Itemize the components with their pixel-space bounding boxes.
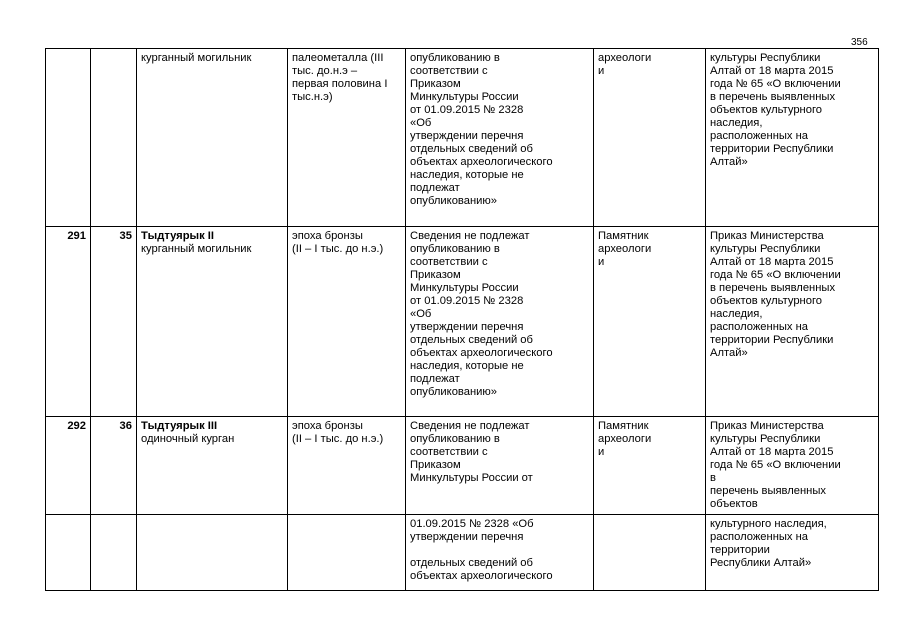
info-line: утверждении перечня [410, 531, 524, 543]
info-line: от 01.09.2015 № 2328 [410, 104, 524, 116]
info-line: Сведения не подлежат [410, 420, 530, 432]
document-line: культуры Республики [710, 433, 821, 445]
row-number-cell [46, 49, 91, 227]
document-cell [706, 227, 879, 417]
dating-line: первая половина I [292, 78, 388, 90]
site-cell [137, 515, 288, 591]
heritage-registry-table [45, 48, 879, 591]
info-line: утверждении перечня [410, 321, 524, 333]
table-row [46, 227, 879, 417]
dating-line: тыс. до.н.э – [292, 65, 358, 77]
site-name: Тыдтуярык III [141, 420, 218, 432]
dating-line: эпоха бронзы [292, 230, 363, 242]
item-number-cell: 35 [91, 227, 137, 417]
document-line: года № 65 «О включении [710, 78, 841, 90]
info-line: отдельных сведений об [410, 143, 533, 155]
document-line: территории Республики [710, 143, 834, 155]
document-cell [706, 49, 879, 227]
document-line: культурного наследия, [710, 518, 827, 530]
document-line: в [710, 472, 716, 484]
info-line: опубликованию в [410, 243, 500, 255]
document-line: культуры Республики [710, 52, 821, 64]
document-line: Приказ Министерства [710, 230, 824, 242]
info-line: «Об [410, 308, 432, 320]
info-line: «Об [410, 117, 432, 129]
info-line: объектах археологического [410, 156, 553, 168]
document-line: Алтай» [710, 156, 748, 168]
document-line: территории Республики [710, 334, 834, 346]
info-line: отдельных сведений об [410, 557, 533, 569]
document-line: культуры Республики [710, 243, 821, 255]
info-line: Приказом [410, 459, 461, 471]
dating-line: (II – I тыс. до н.э.) [292, 243, 384, 255]
info-line: отдельных сведений об [410, 334, 533, 346]
category-cell [594, 49, 706, 227]
info-line: Сведения не подлежат [410, 230, 530, 242]
document-line: Алтай» [710, 347, 748, 359]
info-line: подлежат [410, 373, 460, 385]
info-line: соответствии с [410, 256, 488, 268]
info-cell [406, 227, 594, 417]
document-line: Алтай от 18 марта 2015 [710, 256, 834, 268]
info-line: Минкультуры России от [410, 472, 533, 484]
dating-cell [288, 49, 406, 227]
document-line: года № 65 «О включении [710, 459, 841, 471]
info-line: опубликованию» [410, 386, 498, 398]
table-row [46, 49, 879, 227]
info-line: Приказом [410, 78, 461, 90]
site-cell [137, 227, 288, 417]
document-line: года № 65 «О включении [710, 269, 841, 281]
info-line: объектах археологического [410, 570, 553, 582]
category-cell [594, 515, 706, 591]
document-line: расположенных на [710, 130, 809, 142]
table-row [46, 417, 879, 515]
category-line: и [598, 256, 605, 268]
document-line: наследия, [710, 117, 763, 129]
site-cell [137, 417, 288, 515]
item-number-cell: 36 [91, 417, 137, 515]
document-line: перечень выявленных [710, 485, 826, 497]
info-cell [406, 417, 594, 515]
info-line: Приказом [410, 269, 461, 281]
category-line: Памятник [598, 230, 649, 242]
category-line: и [598, 65, 605, 77]
info-cell [406, 49, 594, 227]
site-type: одиночный курган [141, 433, 235, 445]
category-line: археологи [598, 52, 652, 64]
site-name: Тыдтуярык II [141, 230, 215, 242]
item-number-cell [91, 515, 137, 591]
site-type: курганный могильник [141, 243, 252, 255]
info-line: опубликованию» [410, 195, 498, 207]
item-number-cell [91, 49, 137, 227]
page-number: 356 [851, 37, 868, 48]
row-number-cell [46, 515, 91, 591]
info-line: соответствии с [410, 446, 488, 458]
info-line: Минкультуры России [410, 282, 519, 294]
document-line: Алтай от 18 марта 2015 [710, 446, 834, 458]
category-line: Памятник [598, 420, 649, 432]
dating-cell [288, 515, 406, 591]
info-line: соответствии с [410, 65, 488, 77]
info-line: наследия, которые не [410, 169, 524, 181]
info-line: объектах археологического [410, 347, 553, 359]
document-line: Республики Алтай» [710, 557, 812, 569]
document-cell [706, 417, 879, 515]
info-line: наследия, которые не [410, 360, 524, 372]
table-row [46, 515, 879, 591]
info-line: от 01.09.2015 № 2328 [410, 295, 524, 307]
dating-line: палеометалла (III [292, 52, 384, 64]
info-line [410, 544, 589, 557]
site-cell [137, 49, 288, 227]
document-line: расположенных на [710, 531, 809, 543]
dating-cell [288, 227, 406, 417]
row-number-cell: 291 [46, 227, 91, 417]
category-cell [594, 227, 706, 417]
document-line: в перечень выявленных [710, 91, 836, 103]
document-line: наследия, [710, 308, 763, 320]
info-line: утверждении перечня [410, 130, 524, 142]
site-type: курганный могильник [141, 52, 252, 64]
row-number-cell: 292 [46, 417, 91, 515]
category-line: и [598, 446, 605, 458]
info-line: опубликованию в [410, 52, 500, 64]
document-line: объектов культурного [710, 104, 823, 116]
document-cell [706, 515, 879, 591]
document-line: территории [710, 544, 770, 556]
dating-line: эпоха бронзы [292, 420, 363, 432]
document-line: расположенных на [710, 321, 809, 333]
info-line: 01.09.2015 № 2328 «Об [410, 518, 534, 530]
dating-line: (II – I тыс. до н.э.) [292, 433, 384, 445]
dating-cell [288, 417, 406, 515]
info-line: подлежат [410, 182, 460, 194]
document-line: Алтай от 18 марта 2015 [710, 65, 834, 77]
category-cell [594, 417, 706, 515]
document-line: объектов [710, 498, 758, 510]
info-line: Минкультуры России [410, 91, 519, 103]
document-line: в перечень выявленных [710, 282, 836, 294]
category-line: археологи [598, 433, 652, 445]
document-line: объектов культурного [710, 295, 823, 307]
dating-line: тыс.н.э) [292, 91, 333, 103]
category-line: археологи [598, 243, 652, 255]
document-line: Приказ Министерства [710, 420, 824, 432]
info-line: опубликованию в [410, 433, 500, 445]
info-cell [406, 515, 594, 591]
